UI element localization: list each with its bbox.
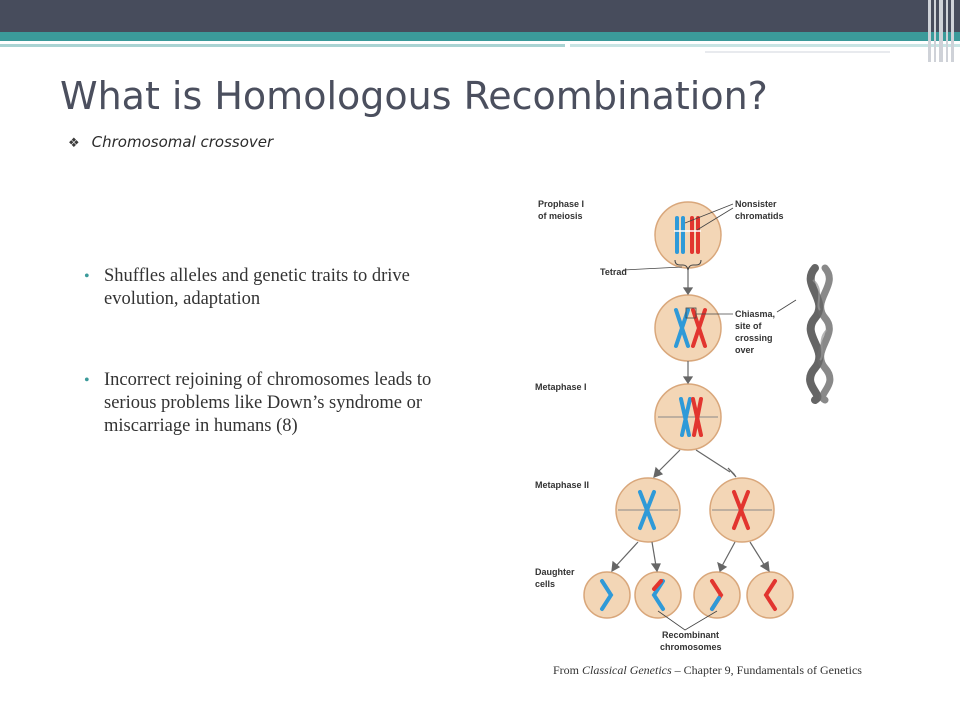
bullet-item (84, 265, 479, 311)
label-chiasma: crossing (735, 333, 773, 343)
label-nonsister: Nonsister (735, 199, 777, 209)
header-stripe (951, 0, 954, 62)
label-chiasma: site of (735, 321, 762, 331)
label-nonsister: chromatids (735, 211, 784, 221)
caption-source: Classical Genetics (582, 663, 672, 677)
daughter-cell (584, 572, 630, 618)
header-stripe (934, 0, 936, 62)
label-recombinant: chromosomes (660, 642, 722, 652)
chiasma-cell (655, 295, 721, 361)
label-prophase: of meiosis (538, 211, 583, 221)
label-chiasma: over (735, 345, 755, 355)
caption-suffix: – Chapter 9, Fundamentals of Genetics (671, 663, 862, 677)
figure-caption (553, 663, 883, 678)
prophase-cell (655, 202, 721, 268)
bullet-dot-icon: • (84, 372, 90, 389)
chiasma-micrograph (777, 268, 830, 400)
header-stripe (939, 0, 943, 62)
bullet-text: Shuffles alleles and genetic traits to drive evolution, adaptation (104, 266, 410, 309)
header-accent-line (570, 44, 960, 47)
label-daughter: cells (535, 579, 556, 589)
label-metaphase-2: Metaphase II (535, 480, 590, 490)
slide-title: What is Homologous Recombination? (60, 74, 768, 118)
bullet-item (84, 369, 479, 438)
label-daughter: Daughter (535, 567, 575, 577)
header-bar (0, 0, 960, 32)
slide-subtitle (68, 133, 273, 151)
caption-prefix: From (553, 663, 583, 677)
header-accent-line (705, 51, 890, 53)
header-stripe (946, 0, 948, 62)
label-chiasma: Chiasma, (735, 309, 776, 319)
header-stripe (928, 0, 931, 62)
meiosis-diagram (530, 190, 860, 660)
label-recombinant: Recombinant (662, 630, 720, 640)
diamond-bullet-icon: ❖ (68, 136, 80, 151)
header-accent-bar (0, 32, 960, 41)
daughter-cell (747, 572, 793, 618)
subtitle-text: Chromosomal crossover (91, 133, 274, 151)
bullet-dot-icon: • (84, 268, 90, 285)
label-tetrad: Tetrad (600, 267, 627, 277)
bullet-list (84, 265, 479, 438)
header-accent-line (0, 44, 565, 47)
label-metaphase-1: Metaphase I (535, 382, 587, 392)
bullet-text: Incorrect rejoining of chromosomes leads to serious problems like Down’s syndrome or miscarriage in humans (8) (104, 370, 432, 436)
label-prophase: Prophase I (538, 199, 585, 209)
